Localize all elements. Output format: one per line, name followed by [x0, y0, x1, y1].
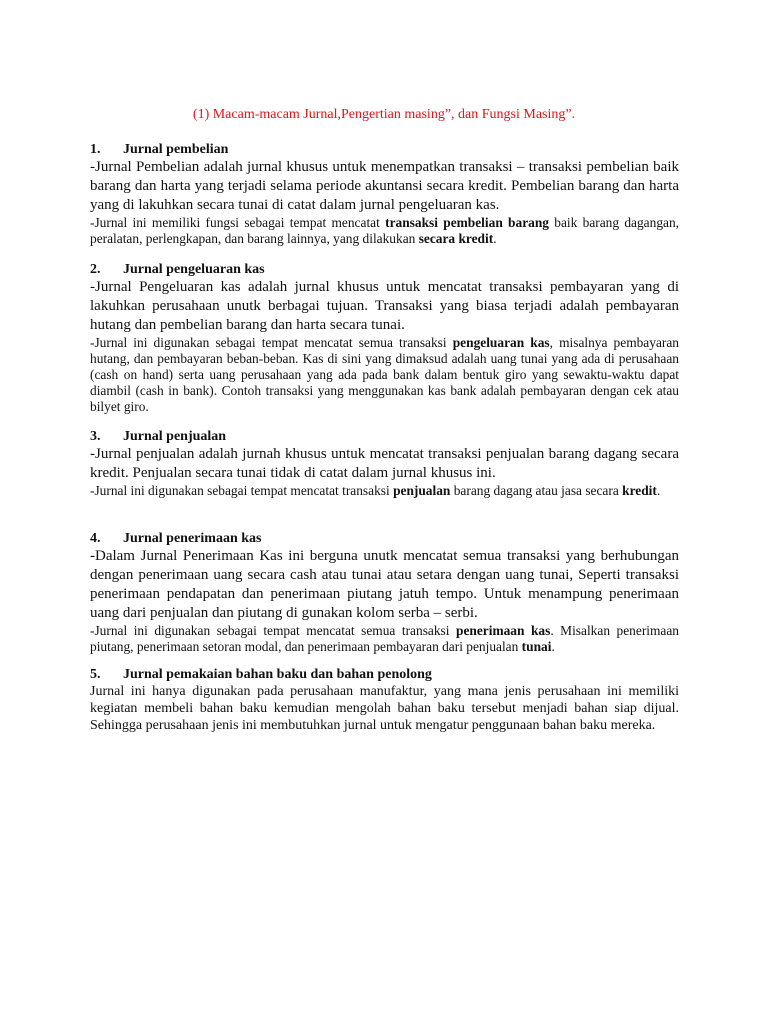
- emphasis: pengeluaran kas: [452, 335, 550, 350]
- section-title: Jurnal penerimaan kas: [123, 531, 262, 546]
- section-heading: [90, 666, 679, 683]
- section-heading: [90, 141, 679, 158]
- section-heading: [90, 530, 679, 547]
- section-heading: [90, 261, 679, 278]
- section-function: -Jurnal ini digunakan sebagai tempat mencatat transaksi penjualan barang dagang atau jasa secara kredit.: [90, 483, 661, 498]
- section-title: Jurnal penjualan: [123, 429, 227, 444]
- section-title: Jurnal pembelian: [123, 142, 229, 157]
- section-title: Jurnal pemakaian bahan baku dan bahan penolong: [123, 667, 432, 682]
- section-number: 5.: [90, 667, 101, 682]
- section-function: -Jurnal ini digunakan sebagai tempat mencatat semua transaksi penerimaan kas. Misalkan penerimaan piutang, penerimaan setoran modal, dan penerimaan pembayaran dari penjualan tunai.: [90, 623, 679, 654]
- section-title: Jurnal pengeluaran kas: [123, 262, 265, 277]
- section-jurnal-pemakaian-bahan: [90, 666, 679, 734]
- emphasis: penerimaan kas: [456, 623, 551, 638]
- emphasis: kredit: [622, 483, 657, 498]
- section-heading: [90, 428, 679, 445]
- section-function: -Jurnal ini memiliki fungsi sebagai tempat mencatat transaksi pembelian barang baik barang dagangan, peralatan, perlengkapan, dan barang lainnya, yang dilakukan secara kredit.: [90, 215, 680, 246]
- section-jurnal-pengeluaran-kas: [90, 261, 679, 415]
- section-number: 4.: [90, 531, 101, 546]
- section-definition: -Dalam Jurnal Penerimaan Kas ini berguna unutk mencatat semua transaksi yang berhubungan dengan penerimaan uang secara cash atau tunai atau setara dengan uang tunai, Seperti transaksi penerimaan pendapatan dan penerimaan piutang jatuh tempo. Untuk menampung penerimaan uang dari penjualan dan piutang di gunakan kolom serba – serbi.: [90, 548, 679, 621]
- section-definition: Jurnal ini hanya digunakan pada perusahaan manufaktur, yang mana jenis perusahaan ini memiliki kegiatan membeli bahan baku kemudian mengolah bahan baku tersebut menjadi bahan siap dijual. Sehingga perusahaan jenis ini membutuhkan jurnal untuk mengatur penggunaan bahan baku mereka.: [90, 684, 679, 733]
- section-jurnal-penerimaan-kas: [90, 530, 679, 655]
- section-number: 3.: [90, 429, 101, 444]
- page-title: (1) Macam-macam Jurnal,Pengertian masing”, dan Fungsi Masing”.: [192, 107, 576, 122]
- emphasis: secara kredit: [418, 231, 494, 246]
- emphasis: transaksi pembelian barang: [385, 215, 549, 230]
- section-number: 1.: [90, 142, 101, 157]
- section-definition: -Jurnal penjualan adalah jurnah khusus untuk mencatat transaksi penjualan barang dagang secara kredit. Penjualan secara tunai tidak di catat dalam jurnal khusus ini.: [90, 446, 679, 481]
- emphasis: tunai: [521, 639, 552, 654]
- section-number: 2.: [90, 262, 101, 277]
- section-function: -Jurnal ini digunakan sebagai tempat mencatat semua transaksi pengeluaran kas, misalnya pembayaran hutang, dan pembayaran beban-beban. Kas di sini yang dimaksud adalah uang tunai yang ada di perusahaan (cash on hand) serta uang perusahaan yang ada pada bank dalam bentuk giro yang sewaktu-waktu dapat diambil (cash in bank). Contoh transaksi yang menggunakan kas bank adalah pembayaran dengan cek atau bilyet giro.: [90, 335, 679, 414]
- section-jurnal-penjualan: [90, 428, 679, 499]
- section-jurnal-pembelian: [90, 141, 679, 247]
- section-definition: -Jurnal Pembelian adalah jurnal khusus untuk menempatkan transaksi – transaksi pembelian baik barang dan harta yang terjadi selama periode akuntansi secara kredit. Pembelian barang dan harta yang di lakuhkan secara tunai di catat dalam jurnal pengeluaran kas.: [90, 159, 679, 213]
- emphasis: penjualan: [393, 483, 451, 498]
- section-definition: -Jurnal Pengeluaran kas adalah jurnal khusus untuk mencatat transaksi pembayaran yang di lakuhkan perusahaan unutk berbagai tujuan. Transaksi yang biasa terjadi adalah pembayaran hutang dan pembelian barang dan harta secara tunai.: [90, 279, 679, 333]
